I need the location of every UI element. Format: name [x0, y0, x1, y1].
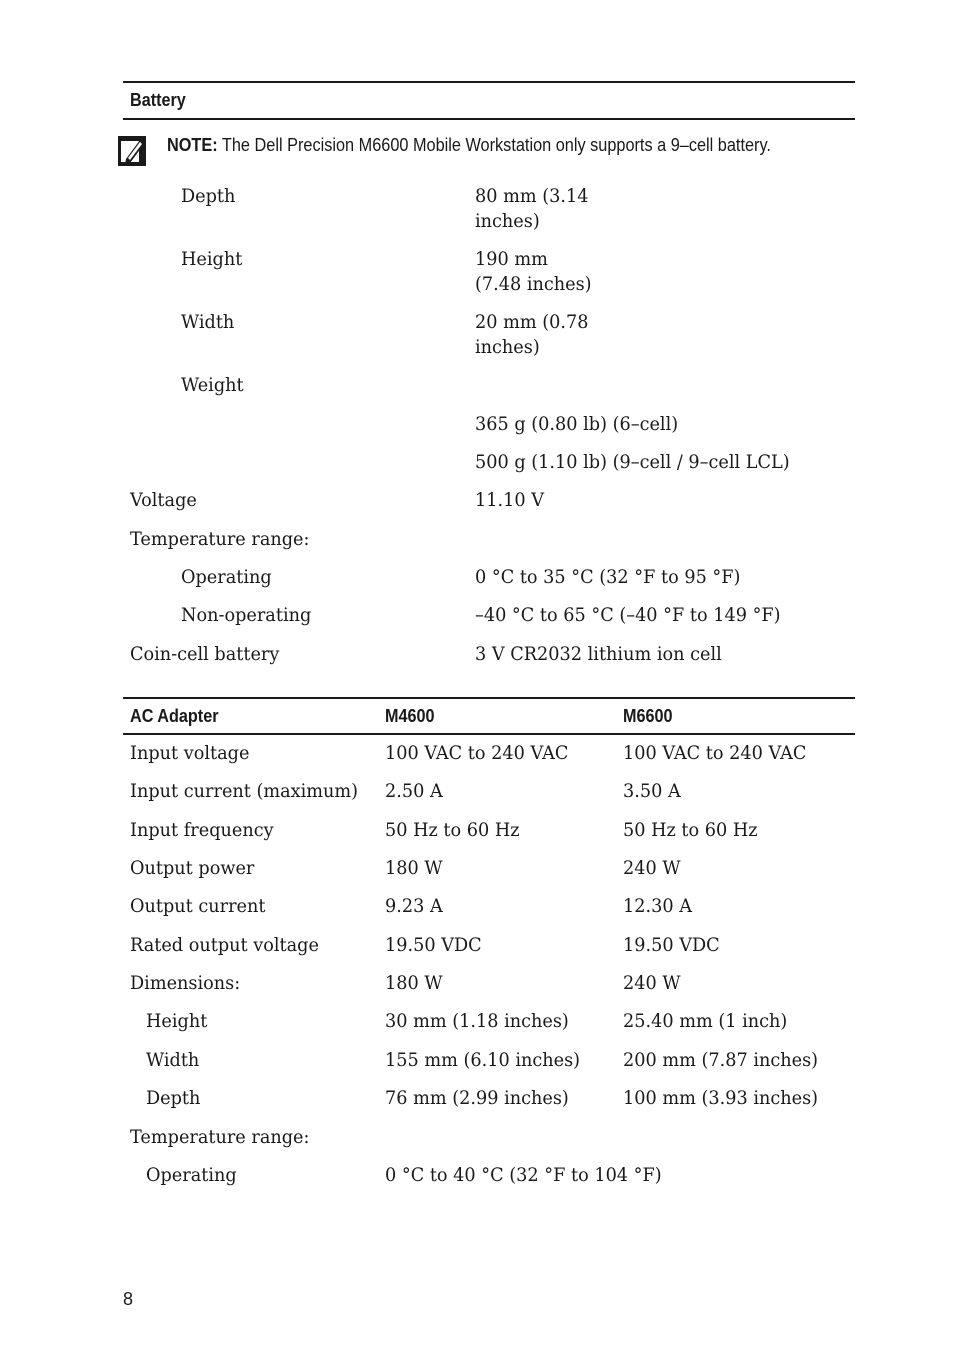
ac-m6600-dimensions: 240 W — [623, 972, 681, 994]
ac-m4600-input-current: 2.50 A — [385, 780, 443, 802]
battery-label-coin-cell: Coin-cell battery — [130, 643, 280, 665]
ac-m6600-rated-output-voltage: 19.50 VDC — [623, 934, 720, 956]
battery-label-voltage: Voltage — [130, 489, 197, 511]
ac-label-input-frequency: Input frequency — [130, 819, 274, 841]
ac-m4600-dimensions: 180 W — [385, 972, 443, 994]
ac-m6600-width: 200 mm (7.87 inches) — [623, 1049, 819, 1071]
ac-label-depth: Depth — [146, 1087, 201, 1109]
ac-adapter-header-rule — [123, 733, 855, 735]
ac-m4600-input-voltage: 100 VAC to 240 VAC — [385, 742, 569, 764]
battery-top-rule — [123, 81, 855, 83]
ac-label-rated-output-voltage: Rated output voltage — [130, 934, 319, 956]
ac-m4600-input-frequency: 50 Hz to 60 Hz — [385, 819, 520, 841]
battery-value-width: 20 mm (0.78 inches) — [475, 311, 589, 358]
battery-label-height: Height — [181, 248, 243, 270]
ac-m6600-output-current: 12.30 A — [623, 895, 692, 917]
battery-label-weight: Weight — [181, 374, 244, 396]
ac-m4600-height: 30 mm (1.18 inches) — [385, 1010, 569, 1032]
ac-adapter-top-rule — [123, 697, 855, 699]
ac-m6600-input-voltage: 100 VAC to 240 VAC — [623, 742, 807, 764]
battery-label-depth: Depth — [181, 185, 236, 207]
page-number: 8 — [123, 1289, 134, 1309]
battery-note — [167, 134, 771, 156]
ac-m6600-height: 25.40 mm (1 inch) — [623, 1010, 788, 1032]
ac-m4600-output-current: 9.23 A — [385, 895, 443, 917]
ac-label-input-current: Input current (maximum) — [130, 780, 359, 802]
ac-label-output-power: Output power — [130, 857, 255, 879]
ac-label-temperature-range: Temperature range: — [130, 1126, 310, 1148]
ac-adapter-header-m4600: M4600 — [385, 706, 435, 726]
battery-label-temperature: Temperature range: — [130, 528, 310, 550]
ac-label-width: Width — [146, 1049, 200, 1071]
ac-label-input-voltage: Input voltage — [130, 742, 250, 764]
ac-m4600-rated-output-voltage: 19.50 VDC — [385, 934, 482, 956]
ac-m4600-operating: 0 °C to 40 °C (32 °F to 104 °F) — [385, 1164, 662, 1186]
battery-header: Battery — [130, 90, 186, 110]
battery-value-voltage: 11.10 V — [475, 489, 544, 511]
ac-label-dimensions: Dimensions: — [130, 972, 241, 994]
ac-adapter-header: AC Adapter — [130, 706, 219, 726]
ac-label-height: Height — [146, 1010, 208, 1032]
battery-value-depth: 80 mm (3.14 inches) — [475, 185, 589, 232]
ac-m4600-output-power: 180 W — [385, 857, 443, 879]
ac-m6600-input-frequency: 50 Hz to 60 Hz — [623, 819, 758, 841]
ac-label-output-current: Output current — [130, 895, 266, 917]
ac-adapter-header-m6600: M6600 — [623, 706, 673, 726]
battery-value-weight-6cell: 365 g (0.80 lb) (6–cell) — [475, 413, 679, 435]
note-text: The Dell Precision M6600 Mobile Workstation only supports a 9–cell battery. — [221, 135, 771, 155]
battery-value-coin-cell: 3 V CR2032 lithium ion cell — [475, 643, 722, 665]
ac-m6600-output-power: 240 W — [623, 857, 681, 879]
note-label: NOTE: — [167, 135, 218, 155]
battery-label-width: Width — [181, 311, 235, 333]
battery-value-height: 190 mm (7.48 inches) — [475, 248, 592, 295]
battery-value-non-operating: –40 °C to 65 °C (–40 °F to 149 °F) — [475, 604, 781, 626]
ac-m6600-depth: 100 mm (3.93 inches) — [623, 1087, 819, 1109]
ac-label-operating: Operating — [146, 1164, 237, 1186]
battery-value-operating: 0 °C to 35 °C (32 °F to 95 °F) — [475, 566, 741, 588]
ac-m6600-input-current: 3.50 A — [623, 780, 681, 802]
battery-label-operating: Operating — [181, 566, 272, 588]
battery-header-rule — [123, 118, 855, 120]
pencil-note-icon — [118, 136, 146, 166]
battery-value-weight-9cell: 500 g (1.10 lb) (9–cell / 9–cell LCL) — [475, 451, 790, 473]
ac-m4600-width: 155 mm (6.10 inches) — [385, 1049, 581, 1071]
battery-label-non-operating: Non-operating — [181, 604, 312, 626]
ac-m4600-depth: 76 mm (2.99 inches) — [385, 1087, 569, 1109]
